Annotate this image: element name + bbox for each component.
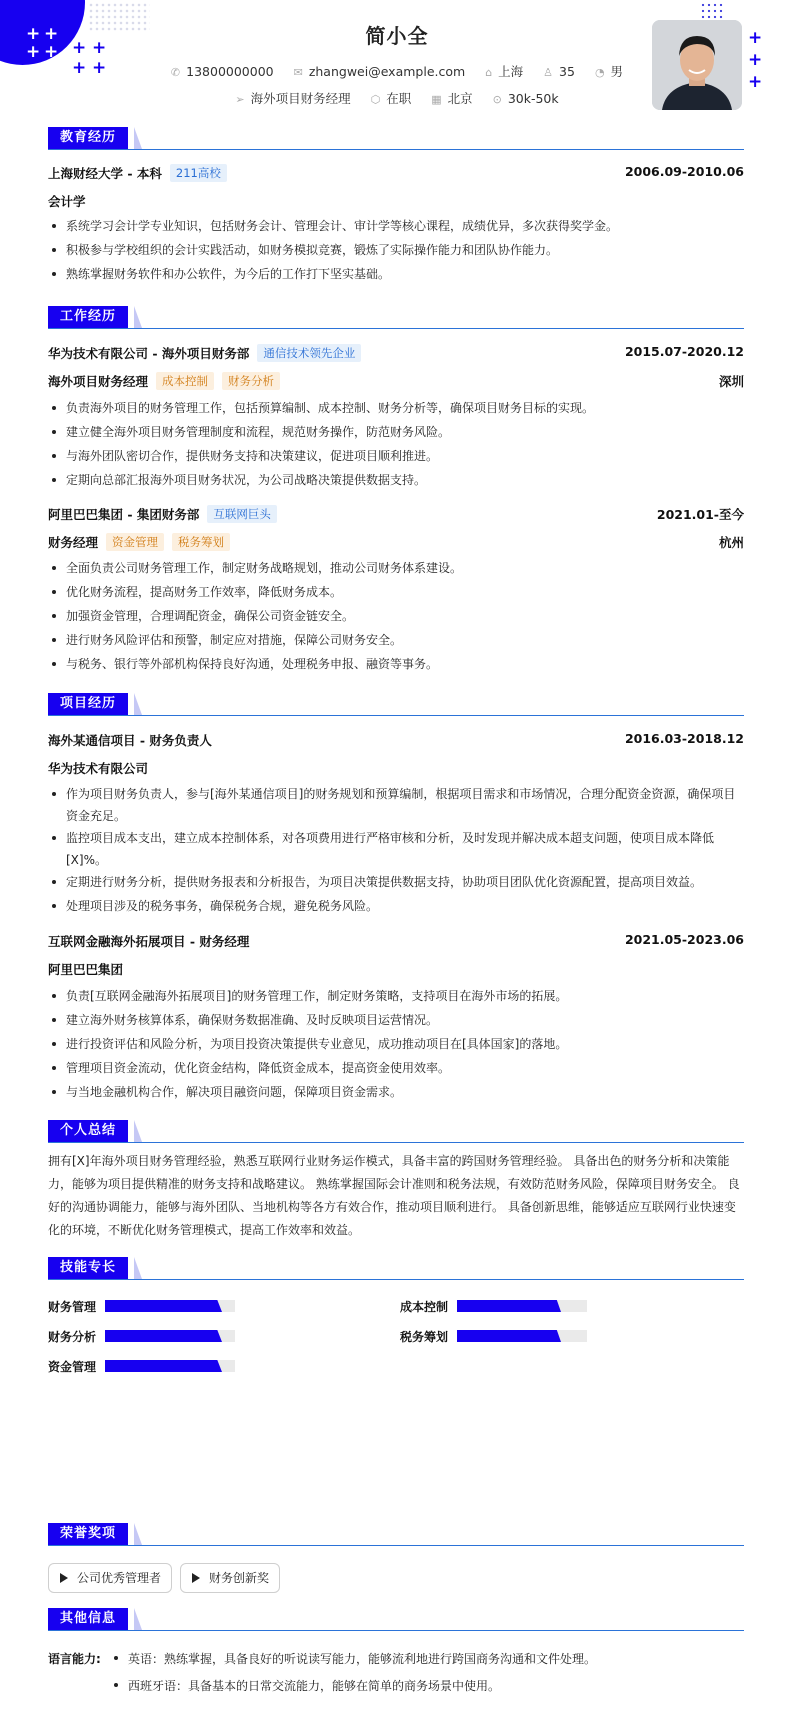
project-company: 华为技术有限公司 xyxy=(48,761,149,776)
skill-name: 财务分析 xyxy=(48,1330,97,1344)
list-item: 定期向总部汇报海外项目财务状况，为公司战略决策提供数据支持。 xyxy=(50,469,740,491)
play-icon xyxy=(192,1573,200,1583)
skill-bar xyxy=(457,1300,587,1312)
role-tag: 税务筹划 xyxy=(172,533,230,551)
section-title: 荣誉奖项 xyxy=(48,1523,128,1545)
school-name: 上海财经大学 - 本科 xyxy=(48,166,162,181)
list-item: 加强资金管理，合理调配资金，确保公司资金链安全。 xyxy=(50,605,740,627)
plus-icon: + xyxy=(92,38,107,58)
role-name: 海外项目财务经理 xyxy=(48,374,149,389)
project-company-row xyxy=(48,960,744,978)
work-period: 2015.07-2020.12 xyxy=(624,344,744,359)
award-chip xyxy=(48,1563,172,1593)
project-title: 互联网金融海外拓展项目 - 财务经理 xyxy=(48,934,250,949)
skill-bar xyxy=(105,1330,235,1342)
work-location: 深圳 xyxy=(718,374,744,389)
list-item: 英语：熟练掌握，具备良好的听说读写能力，能够流利地进行跨国商务沟通和文件处理。 xyxy=(112,1650,742,1667)
list-item: 监控项目成本支出，建立成本控制体系，对各项费用进行严格审核和分析，及时发现并解决成本超支问题，使项目成本降低[X]%。 xyxy=(50,827,740,871)
summary-text: 拥有[X]年海外项目财务管理经验，熟悉互联网行业财务运作模式，具备丰富的跨国财务管理经验。 具备出色的财务分析和决策能力，能够为项目提供精准的财务支持和战略建议。 熟练掌握国际会计准则和税务法规，有效防范财务风险，保障项目财务安全。 良好的沟通协调能力，能够与海外团队、当地机构等各方有效合作，推动项目顺利进行。 具备创新思维，能够适应互联网行业快速变化的环境，不断优化财务管理模式，提高工作效率和效益。 xyxy=(48,1154,740,1237)
skill-item xyxy=(400,1296,600,1316)
section-header-project xyxy=(48,692,744,716)
city-text: 上海 xyxy=(498,64,524,79)
skill-fill xyxy=(105,1300,222,1312)
gender-icon: ◔ xyxy=(594,66,605,79)
list-item: 与海外团队密切合作，提供财务支持和决策建议，促进项目顺利推进。 xyxy=(50,445,740,467)
project-company: 阿里巴巴集团 xyxy=(48,962,124,977)
mail-icon: ✉ xyxy=(293,66,303,79)
role-name: 财务经理 xyxy=(48,535,99,550)
section-header-education xyxy=(48,126,744,150)
list-item: 建立健全海外项目财务管理制度和流程，规范财务操作，防范财务风险。 xyxy=(50,421,740,443)
section-title: 个人总结 xyxy=(48,1120,128,1142)
work-period: 2021.01-至今 xyxy=(656,507,744,522)
play-icon xyxy=(60,1573,68,1583)
home-icon: ⌂ xyxy=(485,66,493,79)
award-label: 公司优秀管理者 xyxy=(77,1571,162,1585)
list-item: 全面负责公司财务管理工作，制定财务战略规划，推动公司财务体系建设。 xyxy=(50,557,740,579)
plus-icon: + xyxy=(72,38,87,58)
company-tag: 通信技术领先企业 xyxy=(257,344,361,362)
project-title-row xyxy=(48,731,744,749)
phone-text: 13800000000 xyxy=(186,64,274,79)
list-item: 与税务、银行等外部机构保持良好沟通，处理税务申报、融资等事务。 xyxy=(50,653,740,675)
skill-item xyxy=(48,1326,248,1346)
skill-name: 税务筹划 xyxy=(400,1330,449,1344)
role-tag: 成本控制 xyxy=(156,372,214,390)
award-chip xyxy=(180,1563,280,1593)
gender-text: 男 xyxy=(610,64,624,79)
target-city-text: 北京 xyxy=(447,91,473,106)
section-title: 教育经历 xyxy=(48,127,128,149)
plus-icon: + xyxy=(748,72,763,92)
skill-item xyxy=(48,1296,248,1316)
list-item: 负责海外项目的财务管理工作，包括预算编制、成本控制、财务分析等，确保项目财务目标的实现。 xyxy=(50,397,740,419)
list-item: 建立海外财务核算体系，确保财务数据准确、及时反映项目运营情况。 xyxy=(50,1009,740,1031)
company-name: 阿里巴巴集团 - 集团财务部 xyxy=(48,507,200,522)
list-item: 负责[互联网金融海外拓展项目]的财务管理工作，制定财务策略，支持项目在海外市场的拓展。 xyxy=(50,985,740,1007)
email-text: zhangwei@example.com xyxy=(308,64,466,79)
section-header-summary xyxy=(48,1119,744,1143)
list-item: 进行投资评估和风险分析，为项目投资决策提供专业意见，成功推动项目在[具体国家]的落地。 xyxy=(50,1033,740,1055)
list-item: 管理项目资金流动，优化资金结构，降低资金成本，提高资金使用效率。 xyxy=(50,1057,740,1079)
plus-icon: + xyxy=(72,58,87,78)
education-period: 2006.09-2010.06 xyxy=(624,164,744,179)
salary-text: 30k-50k xyxy=(507,91,559,106)
skill-fill xyxy=(105,1330,222,1342)
work-role-row xyxy=(48,372,744,390)
skill-bar xyxy=(105,1360,235,1372)
project-title: 海外某通信项目 - 财务负责人 xyxy=(48,733,212,748)
avatar-photo xyxy=(652,20,742,110)
list-item: 进行财务风险评估和预警，制定应对措施，保障公司财务安全。 xyxy=(50,629,740,651)
plus-icon: + xyxy=(26,24,41,44)
section-header-skills xyxy=(48,1256,744,1280)
plus-icon: + xyxy=(92,58,107,78)
plus-icon: + xyxy=(748,50,763,70)
section-header-awards xyxy=(48,1522,744,1546)
work-role-row xyxy=(48,533,744,551)
company-name: 华为技术有限公司 - 海外项目财务部 xyxy=(48,346,250,361)
section-header-other xyxy=(48,1607,744,1631)
skill-bar xyxy=(105,1300,235,1312)
target-position-text: 海外项目财务经理 xyxy=(250,91,351,106)
list-item: 积极参与学校组织的会计实践活动，如财务模拟竞赛，锻炼了实际操作能力和团队协作能力。 xyxy=(50,239,740,261)
list-item: 西班牙语：具备基本的日常交流能力，能够在简单的商务场景中使用。 xyxy=(112,1677,742,1694)
major-name: 会计学 xyxy=(48,194,86,209)
plus-icon: + xyxy=(44,24,59,44)
hexagon-icon: ⬡ xyxy=(370,93,381,106)
project-period: 2021.05-2023.06 xyxy=(624,932,744,947)
company-tag: 互联网巨头 xyxy=(207,505,277,523)
list-item: 定期进行财务分析，提供财务报表和分析报告，为项目决策提供数据支持，协助项目团队优化资源配置，提高项目效益。 xyxy=(50,871,740,893)
send-icon: ➢ xyxy=(235,93,245,106)
skill-item xyxy=(48,1356,248,1376)
candidate-name: 简小全 xyxy=(365,24,429,48)
plus-icon: + xyxy=(748,28,763,48)
section-title: 技能专长 xyxy=(48,1257,128,1279)
skill-bar xyxy=(457,1330,587,1342)
project-period: 2016.03-2018.12 xyxy=(624,731,744,746)
award-label: 财务创新奖 xyxy=(209,1571,270,1585)
skill-name: 资金管理 xyxy=(48,1360,97,1374)
school-tag: 211高校 xyxy=(170,164,227,182)
work-company-row xyxy=(48,344,744,362)
section-title: 工作经历 xyxy=(48,306,128,328)
skill-fill xyxy=(457,1300,561,1312)
plus-icon: + xyxy=(44,42,59,62)
list-item: 作为项目财务负责人，参与[海外某通信项目]的财务规划和预算编制，根据项目需求和市场情况，合理分配资金资源，确保项目资金充足。 xyxy=(50,783,740,827)
list-item: 熟练掌握财务软件和办公软件，为今后的工作打下坚实基础。 xyxy=(50,263,740,285)
age-text: 35 xyxy=(559,64,575,79)
work-location: 杭州 xyxy=(718,535,744,550)
project-company-row xyxy=(48,759,744,777)
person-icon: ♙ xyxy=(543,66,554,79)
list-item: 优化财务流程，提高财务工作效率，降低财务成本。 xyxy=(50,581,740,603)
work-company-row xyxy=(48,505,744,523)
list-item: 与当地金融机构合作，解决项目融资问题，保障项目资金需求。 xyxy=(50,1081,740,1103)
coin-icon: ⊙ xyxy=(492,93,502,106)
language-label: 语言能力: xyxy=(48,1652,101,1666)
list-item: 系统学习会计学专业知识，包括财务会计、管理会计、审计学等核心课程，成绩优异，多次获得奖学金。 xyxy=(50,215,740,237)
skill-name: 成本控制 xyxy=(400,1300,449,1314)
section-title: 项目经历 xyxy=(48,693,128,715)
section-header-work xyxy=(48,305,744,329)
phone-icon: ✆ xyxy=(170,66,181,79)
major-row xyxy=(48,192,744,210)
role-tag: 财务分析 xyxy=(222,372,280,390)
list-item: 处理项目涉及的税务事务，确保税务合规，避免税务风险。 xyxy=(50,895,740,917)
section-title: 其他信息 xyxy=(48,1608,128,1630)
plus-icon: + xyxy=(26,42,41,62)
skill-item xyxy=(400,1326,600,1346)
skill-name: 财务管理 xyxy=(48,1300,97,1314)
status-text: 在职 xyxy=(386,91,412,106)
skill-fill xyxy=(457,1330,561,1342)
project-title-row xyxy=(48,932,744,950)
education-row xyxy=(48,164,744,182)
building-icon: ▦ xyxy=(431,93,442,106)
skill-fill xyxy=(105,1360,222,1372)
role-tag: 资金管理 xyxy=(106,533,164,551)
